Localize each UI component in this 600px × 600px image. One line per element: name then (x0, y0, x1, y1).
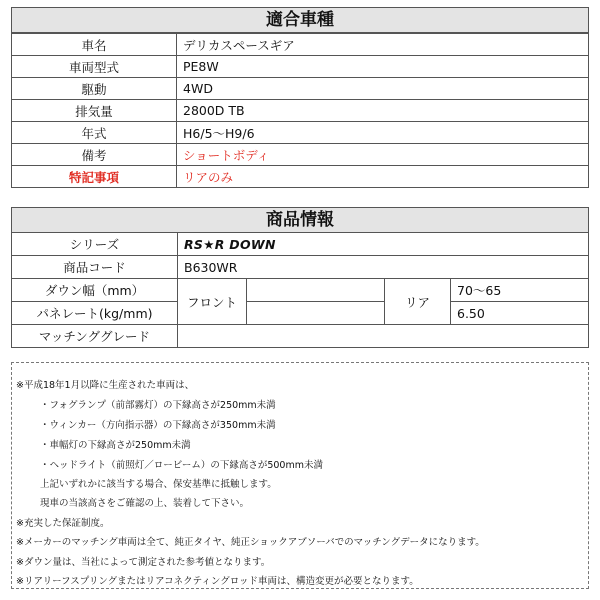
fitment-value: デリカスペースギア (177, 34, 589, 56)
fitment-label: 排気量 (12, 100, 177, 122)
notes-box (11, 362, 589, 589)
note-line: 現車の当該高さをご確認の上、装着して下さい。 (40, 498, 250, 509)
fitment-value: H6/5〜H9/6 (177, 122, 589, 144)
note-line: ・車幅灯の下縁高さが250mm未満 (40, 440, 191, 451)
fitment-row (12, 100, 589, 122)
note-line: ・ヘッドライト（前照灯／ロービーム）の下縁高さが500mm未満 (40, 460, 323, 471)
fitment-label: 備考 (12, 144, 177, 166)
fitment-value: ショートボディ (177, 144, 589, 166)
down-label: ダウン幅（mm） (11, 278, 178, 302)
fitment-row (12, 122, 589, 144)
fitment-label: 年式 (12, 122, 177, 144)
fitment-label: 車名 (12, 34, 177, 56)
fitment-label: 特記事項 (12, 166, 177, 188)
fitment-label: 車両型式 (12, 56, 177, 78)
front-label: フロント (177, 278, 247, 325)
fitment-title: 適合車種 (11, 7, 589, 33)
note-line: ※ダウン量は、当社によって測定された参考値となります。 (16, 557, 271, 568)
front-rate-value (246, 301, 385, 325)
front-down-value (246, 278, 385, 302)
fitment-value: 2800D TB (177, 100, 589, 122)
grade-value (177, 324, 589, 348)
fitment-value: 4WD (177, 78, 589, 100)
fitment-row (12, 78, 589, 100)
product-title: 商品情報 (11, 207, 589, 233)
note-line: ・フォグランプ（前部霧灯）の下縁高さが250mm未満 (40, 400, 276, 411)
note-line: 上記いずれかに該当する場合、保安基準に抵触します。 (40, 479, 277, 490)
rear-rate-value: 6.50 (450, 301, 589, 325)
series-value: RS★R DOWN (177, 232, 589, 256)
note-line: ※リアリーフスプリングまたはリアコネクティングロッド車両は、構造変更が必要となります。 (16, 576, 419, 587)
fitment-value: PE8W (177, 56, 589, 78)
fitment-row (12, 56, 589, 78)
fitment-row (12, 166, 589, 188)
rear-label: リア (384, 278, 451, 325)
note-line: ※メーカーのマッチング車両は全て、純正タイヤ、純正ショックアブソーバでのマッチングデータになります。 (16, 537, 485, 548)
fitment-row (12, 144, 589, 166)
note-line: ※充実した保証制度。 (16, 518, 110, 529)
fitment-label: 駆動 (12, 78, 177, 100)
code-value: B630WR (177, 255, 589, 279)
rate-label: パネレート(kg/mm) (11, 301, 178, 325)
rear-down-value: 70〜65 (450, 278, 589, 302)
fitment-table (11, 33, 589, 188)
note-line: ・ウィンカー（方向指示器）の下縁高さが350mm未満 (40, 420, 276, 431)
note-line: ※平成18年1月以降に生産された車両は、 (16, 380, 195, 391)
code-label: 商品コード (11, 255, 178, 279)
fitment-value: リアのみ (177, 166, 589, 188)
series-label: シリーズ (11, 232, 178, 256)
fitment-row (12, 34, 589, 56)
grade-label: マッチンググレード (11, 324, 178, 348)
